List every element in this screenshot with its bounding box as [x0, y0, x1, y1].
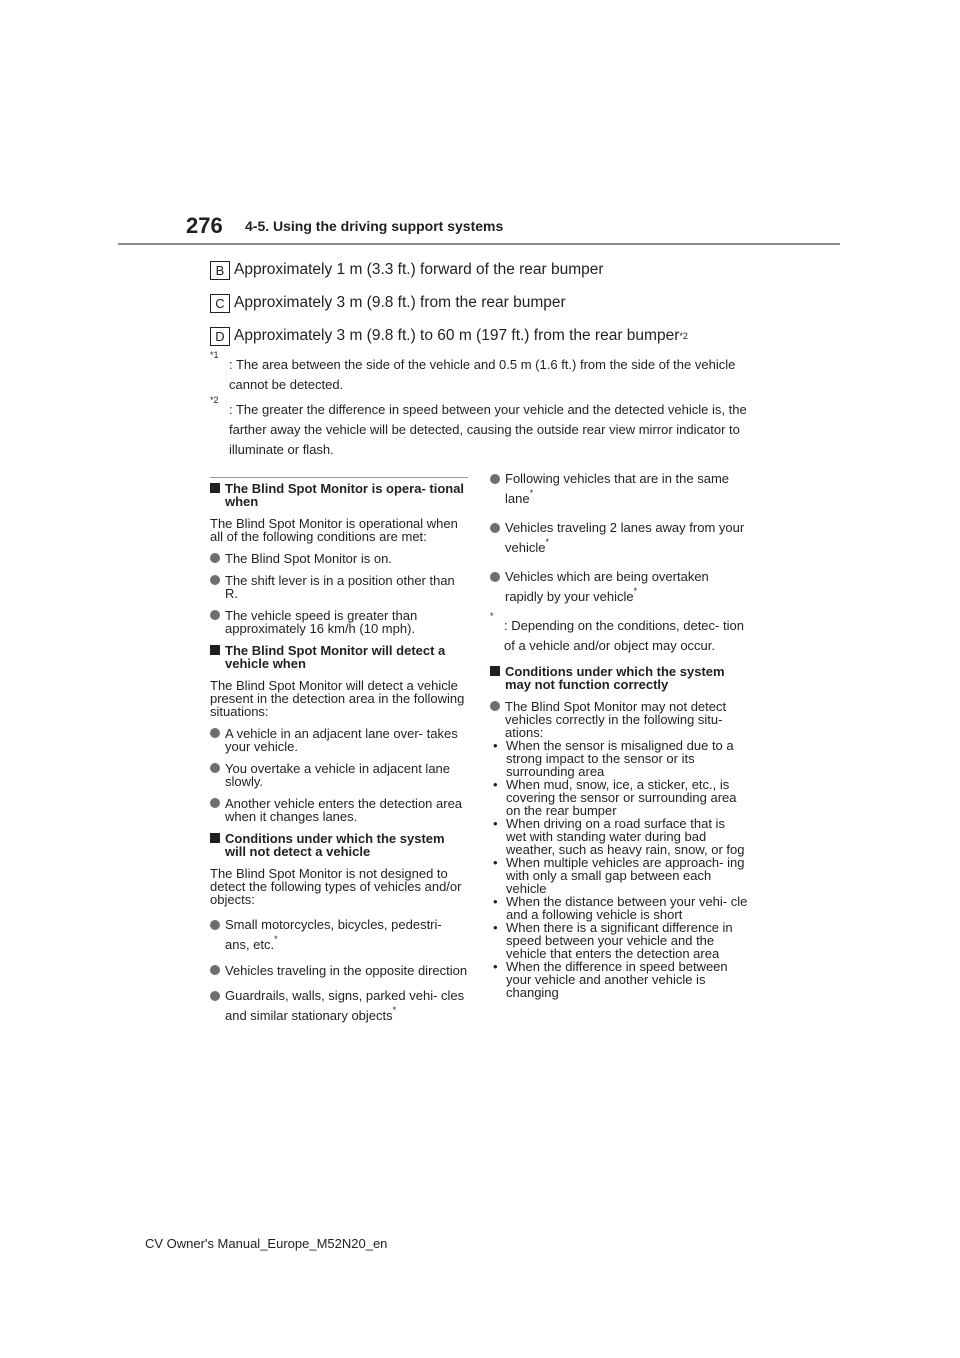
circle-bullet-icon: [490, 523, 500, 533]
sub-list-item: • When there is a significant difference in speed between your vehicle and the vehicle that enters the detection area: [493, 920, 733, 961]
list-item: The shift lever is in a position other than R.: [210, 574, 468, 600]
small-bullet-icon: •: [493, 855, 498, 870]
paragraph: The Blind Spot Monitor is operational when all of the following conditions are met:: [210, 516, 458, 544]
list-item: Following vehicles that are in the same lane*: [490, 469, 748, 509]
definition-d: D Approximately 3 m (9.8 ft.) to 60 m (197 ft.) from the rear bumper *2: [210, 326, 688, 346]
label-box-b: B: [210, 261, 230, 280]
label-box-c: C: [210, 294, 230, 313]
small-bullet-icon: •: [493, 959, 498, 974]
circle-bullet-icon: [210, 991, 220, 1001]
footnote-text: : Depending on the conditions, detec- tion of a vehicle and/or object may occur.: [504, 618, 744, 653]
footnote-marker: *: [633, 586, 638, 596]
small-bullet-icon: •: [493, 738, 498, 753]
sub-list-item: • When multiple vehicles are approach- ing with only a small gap between each vehicle: [493, 855, 745, 896]
footnote-marker: *: [274, 934, 278, 944]
note-text: : The greater the difference in speed between your vehicle and the detected vehicle is, the farther away the vehicle will be detected, causing the outside rear view mirror indicator to illuminate or flash.: [229, 402, 747, 457]
header-divider: [118, 243, 840, 245]
square-bullet-icon: [490, 666, 500, 676]
heading-text: Conditions under which the system may not function correctly: [505, 664, 725, 692]
circle-bullet-icon: [210, 763, 220, 773]
definition-b: [210, 260, 604, 280]
paragraph: The Blind Spot Monitor will detect a vehicle present in the detection area in the following situations:: [210, 678, 465, 719]
heading-text: The Blind Spot Monitor is opera- tional when: [225, 481, 465, 509]
list-item: Guardrails, walls, signs, parked vehi- cles and similar stationary objects*: [210, 986, 468, 1026]
note-1: *1 : The area between the side of the vehicle and 0.5 m (1.6 ft.) from the side of the vehicle cannot be detected.: [210, 355, 755, 395]
column-divider: [210, 477, 468, 478]
footnote-marker: *: [392, 1005, 397, 1015]
circle-bullet-icon: [210, 920, 220, 930]
paragraph: The Blind Spot Monitor is not designed to detect the following types of vehicles and/or objects:: [210, 866, 462, 907]
sub-list-item: • When driving on a road surface that is wet with standing water during bad weather, such as heavy rain, snow, or fog: [493, 816, 745, 857]
heading-text: The Blind Spot Monitor will detect a vehicle when: [225, 643, 446, 671]
list-item: A vehicle in an adjacent lane over- takes your vehicle.: [210, 727, 468, 753]
list-item: The vehicle speed is greater than approximately 16 km/h (10 mph).: [210, 609, 468, 635]
circle-bullet-icon: [210, 575, 220, 585]
circle-bullet-icon: [210, 965, 220, 975]
definition-text: Approximately 3 m (9.8 ft.) from the rear bumper: [234, 294, 566, 311]
list-item: Another vehicle enters the detection area when it changes lanes.: [210, 797, 468, 823]
small-bullet-icon: •: [493, 777, 498, 792]
small-bullet-icon: •: [493, 920, 498, 935]
small-bullet-icon: •: [493, 894, 498, 909]
sub-list-item: • When the distance between your vehi- cle and a following vehicle is short: [493, 894, 748, 922]
circle-bullet-icon: [210, 728, 220, 738]
footnote-marker: *: [529, 488, 534, 498]
list-item: The Blind Spot Monitor may not detect vehicles correctly in the following situ- ations:: [490, 700, 748, 739]
definition-text: Approximately 1 m (3.3 ft.) forward of the rear bumper: [234, 261, 604, 278]
list-item: Vehicles traveling in the opposite direction: [210, 964, 468, 977]
square-bullet-icon: [210, 483, 220, 493]
section-heading: [210, 832, 468, 858]
square-bullet-icon: [210, 645, 220, 655]
left-column: [210, 482, 468, 1035]
circle-bullet-icon: [210, 553, 220, 563]
definition-text: Approximately 3 m (9.8 ft.) to 60 m (197 ft.) from the rear bumper: [234, 327, 680, 344]
footnote-marker: *: [545, 537, 549, 547]
list-item: The Blind Spot Monitor is on.: [210, 552, 468, 565]
section-heading: [210, 644, 468, 670]
circle-bullet-icon: [210, 610, 220, 620]
circle-bullet-icon: [490, 572, 500, 582]
note-text: : The area between the side of the vehicle and 0.5 m (1.6 ft.) from the side of the vehicle cannot be detected.: [229, 357, 736, 392]
list-item: Vehicles which are being overtaken rapidly by your vehicle*: [490, 567, 748, 607]
footnote: * : Depending on the conditions, detec- tion of a vehicle and/or object may occur.: [490, 611, 744, 653]
right-column: [490, 469, 748, 999]
small-bullet-icon: •: [493, 816, 498, 831]
section-heading: [490, 665, 748, 691]
square-bullet-icon: [210, 833, 220, 843]
label-box-d: D: [210, 327, 230, 346]
sub-list-item: • When mud, snow, ice, a sticker, etc., is covering the sensor or surrounding area on the rear bumper: [493, 777, 737, 818]
sub-list-item: • When the sensor is misaligned due to a strong impact to the sensor or its surrounding area: [493, 738, 734, 779]
circle-bullet-icon: [490, 474, 500, 484]
list-item: Small motorcycles, bicycles, pedestri- ans, etc.*: [210, 915, 468, 955]
section-title: 4-5. Using the driving support systems: [245, 218, 504, 234]
definition-c: [210, 293, 566, 313]
note-2: *2 : The greater the difference in speed between your vehicle and the detected vehicle is, the farther away the vehicle will be detected, causing the outside rear view mirror indicator to illuminate or flash.: [210, 400, 755, 460]
sub-list-item: • When the difference in speed between your vehicle and another vehicle is changing: [493, 959, 728, 1000]
list-item: You overtake a vehicle in adjacent lane slowly.: [210, 762, 468, 788]
heading-text: Conditions under which the system will not detect a vehicle: [225, 831, 445, 859]
footer-text: CV Owner's Manual_Europe_M52N20_en: [145, 1236, 388, 1251]
list-item: Vehicles traveling 2 lanes away from your vehicle*: [490, 518, 748, 558]
section-heading: [210, 482, 468, 508]
circle-bullet-icon: [490, 701, 500, 711]
circle-bullet-icon: [210, 798, 220, 808]
page-number: 276: [186, 213, 223, 238]
